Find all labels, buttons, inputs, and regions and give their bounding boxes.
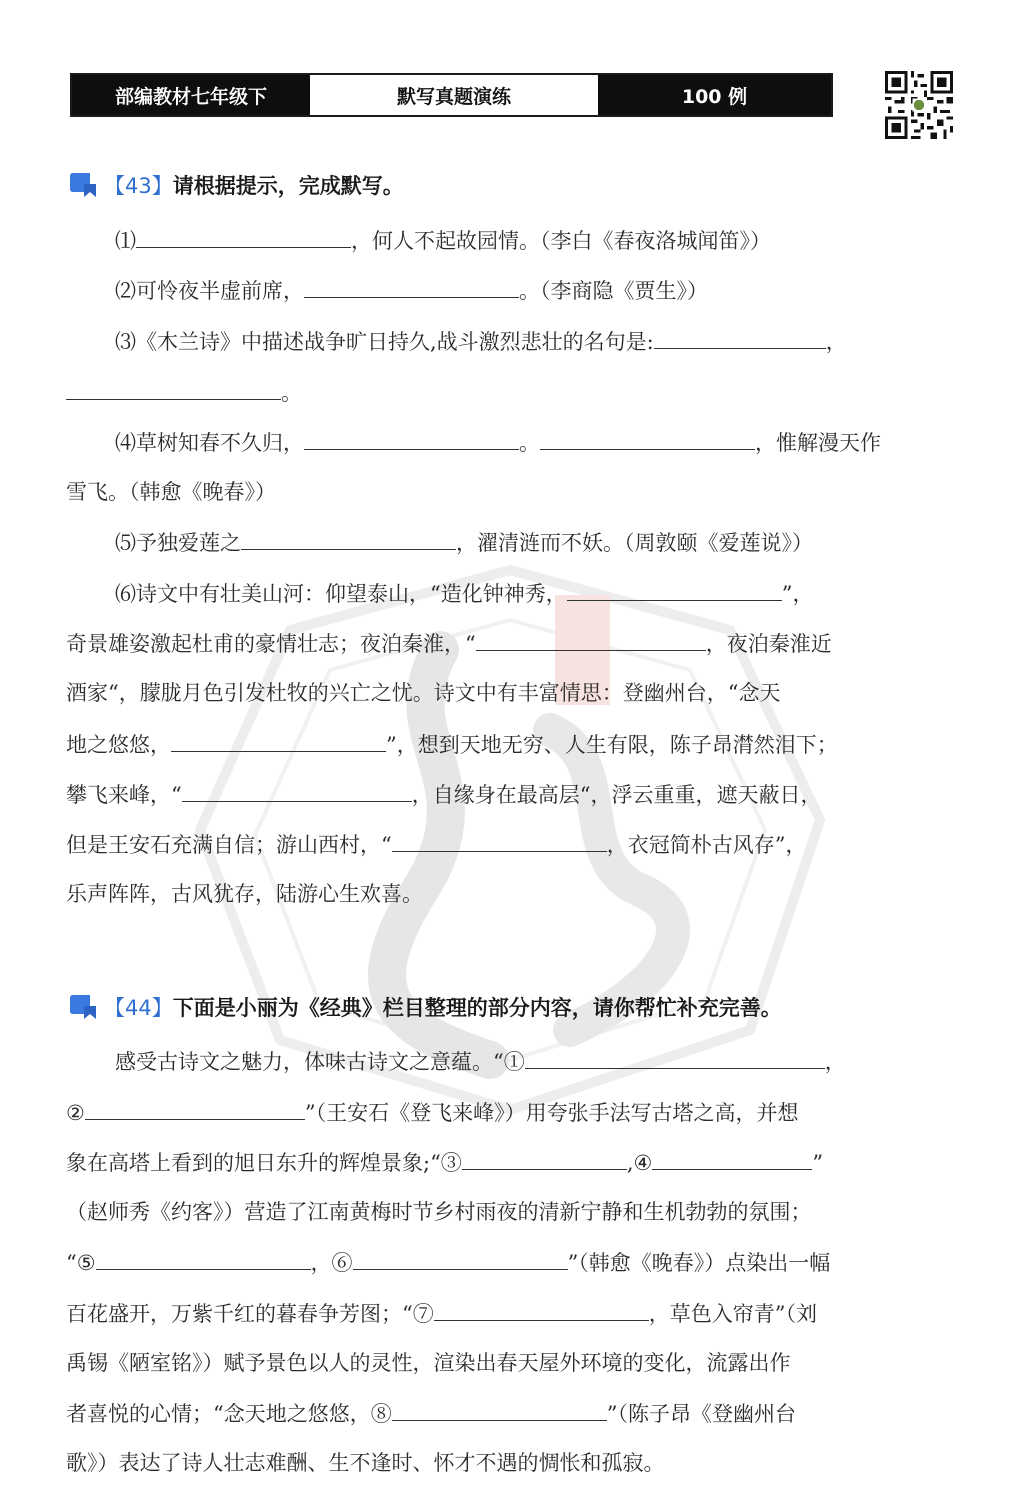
answer-blank[interactable]: [353, 1247, 568, 1270]
q44-line-7: 禹锡《陋室铭》）赋予景色以人的灵性，渲染出春天屋外环境的变化，流露出作: [66, 1351, 791, 1375]
q44-line-9: 歌》）表达了诗人壮志难酬、生不逢时、怀才不遇的惆怅和孤寂。: [66, 1451, 665, 1475]
header-bar: [70, 73, 833, 117]
answer-blank[interactable]: [652, 1147, 812, 1170]
q44-line-4: （赵师秀《约客》）营造了江南黄梅时节乡村雨夜的清新宁静和生机勃勃的氛围；: [66, 1200, 812, 1224]
answer-blank[interactable]: [66, 377, 281, 400]
answer-blank[interactable]: [392, 829, 607, 852]
answer-blank[interactable]: [304, 275, 519, 298]
answer-blank[interactable]: [540, 427, 755, 450]
answer-blank[interactable]: [96, 1247, 311, 1270]
answer-blank[interactable]: [567, 578, 782, 601]
q43-line-11: 地之悠悠， ”，想到天地无穷、人生有限，陈子昂潸然泪下；: [66, 729, 838, 760]
answer-blank[interactable]: [462, 1147, 627, 1170]
answer-blank[interactable]: [304, 427, 519, 450]
q44-line-5: “⑤ ，⑥ ”（韩愈《晚春》）点染出一幅: [66, 1247, 830, 1278]
q43-line-5: ⑷草树知春不久归， 。 ，惟解漫天作: [115, 427, 881, 458]
header-grade: 部编教材七年级下: [72, 75, 310, 115]
qr-code-icon: [885, 71, 953, 139]
q43-line-14: 乐声阵阵，古风犹存，陆游心生欢喜。: [66, 882, 423, 906]
answer-blank[interactable]: [654, 326, 826, 349]
q43-line-1: ⑴ ，何人不起故园情。（李白《春夜洛城闻笛》）: [115, 225, 771, 256]
header-count: 100 例: [598, 75, 831, 115]
q44-heading: [68, 992, 782, 1022]
answer-blank[interactable]: [241, 527, 456, 550]
q43-number: 【43】: [104, 174, 173, 198]
q44-line-8: 者喜悦的心情；“念天地之悠悠，⑧ ”（陈子昂《登幽州台: [66, 1398, 796, 1429]
q44-line-2: ② ”（王安石《登飞来峰》）用夸张手法写古塔之高，并想: [66, 1097, 799, 1128]
q43-line-9: 奇景雄姿激起杜甫的豪情壮志；夜泊秦淮，“ ，夜泊秦淮近: [66, 628, 832, 659]
q43-line-13: 但是王安石充满自信；游山西村，“ ，衣冠简朴古风存”，: [66, 829, 807, 860]
q43-title: 请根据提示，完成默写。: [172, 174, 404, 198]
q43-line-3: ⑶《木兰诗》中描述战争旷日持久,战斗激烈悲壮的名句是: ，: [115, 326, 847, 357]
q43-line-4: 。: [66, 377, 302, 408]
answer-blank[interactable]: [182, 779, 412, 802]
q44-line-3: 象在高塔上看到的旭日东升的辉煌景象;“③ ,④ ”: [66, 1147, 823, 1178]
answer-blank[interactable]: [476, 628, 706, 651]
answer-blank[interactable]: [525, 1046, 825, 1069]
answer-blank[interactable]: [434, 1298, 649, 1321]
q44-number: 【44】: [104, 996, 173, 1020]
bookmark-icon: [68, 172, 98, 198]
header-title: 默写真题演练: [310, 75, 598, 115]
q44-line-1: 感受古诗文之魅力，体味古诗文之意蕴。“① ，: [115, 1046, 846, 1077]
q44-line-6: 百花盛开，万紫千红的暮春争芳图；“⑦ ，草色入帘青”（刘: [66, 1298, 817, 1329]
q43-line-7: ⑸予独爱莲之 ，濯清涟而不妖。（周敦颐《爱莲说》）: [115, 527, 813, 558]
bookmark-icon: [68, 994, 98, 1020]
answer-blank[interactable]: [171, 729, 386, 752]
q43-line-6: 雪飞。（韩愈《晚春》）: [66, 480, 276, 504]
answer-blank[interactable]: [136, 225, 351, 248]
q43-line-2: ⑵可怜夜半虚前席， 。（李商隐《贾生》）: [115, 275, 708, 306]
q43-line-12: 攀飞来峰，“ ，自缘身在最高层“，浮云重重，遮天蔽日，: [66, 779, 821, 810]
q43-line-8: ⑹诗文中有壮美山河：仰望泰山，“造化钟神秀， ”，: [115, 578, 813, 609]
q44-title: 下面是小丽为《经典》栏目整理的部分内容，请你帮忙补充完善。: [172, 996, 782, 1020]
q43-heading: [68, 170, 404, 200]
q43-line-10: 酒家“，朦胧月色引发杜牧的兴亡之忧。诗文中有丰富情思：登幽州台，“念天: [66, 681, 781, 705]
answer-blank[interactable]: [392, 1398, 607, 1421]
answer-blank[interactable]: [85, 1097, 305, 1120]
